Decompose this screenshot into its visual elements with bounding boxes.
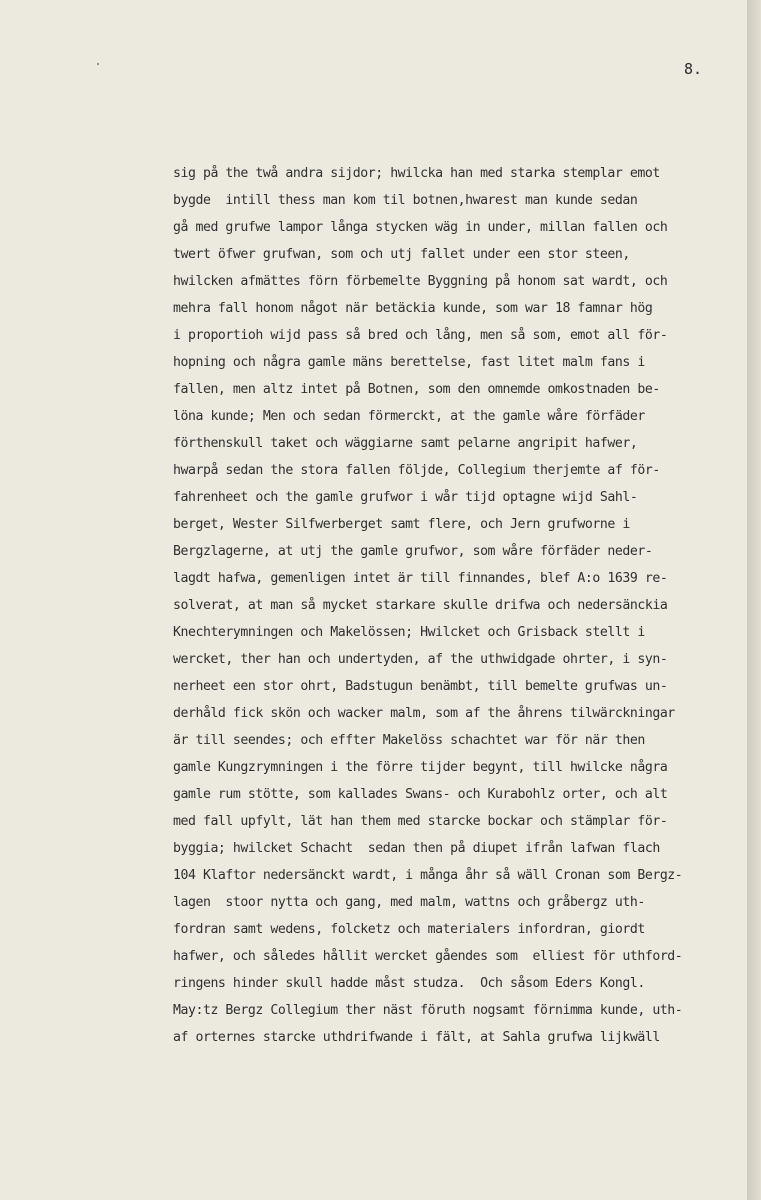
- text-line: löna kunde; Men och sedan förmerckt, at the gamle wåre förfäder: [173, 409, 645, 424]
- text-line: gå med grufwe lampor långa stycken wäg in under, millan fallen och: [173, 220, 668, 235]
- text-line: solverat, at man så mycket starkare skulle drifwa och nedersänckia: [173, 598, 668, 613]
- text-line: hopning och några gamle mäns berettelse, fast litet malm fans i: [173, 355, 645, 370]
- paper-speck: [97, 63, 99, 65]
- text-line: med fall upfylt, lät han them med starcke bockar och stämplar för-: [173, 814, 668, 829]
- text-line: May:tz Bergz Collegium ther näst föruth nogsamt förnimma kunde, uth-: [173, 1003, 683, 1018]
- page-number: 8.: [684, 60, 703, 78]
- text-line: hafwer, och således hållit wercket gåendes som elliest för uthford-: [173, 949, 683, 964]
- text-line: hwarpå sedan the stora fallen följde, Collegium therjemte af för-: [173, 463, 660, 478]
- page-edge: [747, 0, 761, 1200]
- text-line: förthenskull taket och wäggiarne samt pelarne angripit hafwer,: [173, 436, 638, 451]
- text-line: nerheet een stor ohrt, Badstugun benämbt, till bemelte grufwas un-: [173, 679, 668, 694]
- text-line: gamle Kungzrymningen i the förre tijder begynt, till hwilcke några: [173, 760, 668, 775]
- text-line: bygde intill thess man kom til botnen,hwarest man kunde sedan: [173, 193, 638, 208]
- text-line: lagen stoor nytta och gang, med malm, wattns och gråbergz uth-: [173, 895, 645, 910]
- text-line: 104 Klaftor nedersänckt wardt, i många åhr så wäll Cronan som Bergz-: [173, 868, 683, 883]
- text-line: twert öfwer grufwan, som och utj fallet under een stor steen,: [173, 247, 630, 262]
- text-line: fallen, men altz intet på Botnen, som den omnemde omkostnaden be-: [173, 382, 660, 397]
- text-line: ringens hinder skull hadde måst studza. Och såsom Eders Kongl.: [173, 976, 645, 991]
- text-line: är till seendes; och effter Makelöss schachtet war för när then: [173, 733, 645, 748]
- text-line: byggia; hwilcket Schacht sedan then på diupet ifrån lafwan flach: [173, 841, 660, 856]
- text-line: fordran samt wedens, folcketz och materialers infordran, giordt: [173, 922, 645, 937]
- text-line: Knechterymningen och Makelössen; Hwilcket och Grisback stellt i: [173, 625, 645, 640]
- typed-text-body: [173, 160, 682, 1051]
- text-line: hwilcken afmättes förn förbemelte Byggning på honom sat wardt, och: [173, 274, 668, 289]
- text-line: mehra fall honom något när betäckia kunde, som war 18 famnar hög: [173, 301, 653, 316]
- text-line: berget, Wester Silfwerberget samt flere, och Jern grufworne i: [173, 517, 630, 532]
- text-line: wercket, ther han och undertyden, af the uthwidgade ohrter, i syn-: [173, 652, 668, 667]
- text-line: Bergzlagerne, at utj the gamle grufwor, som wåre förfäder neder-: [173, 544, 653, 559]
- text-line: i proportioh wijd pass så bred och lång, men så som, emot all för-: [173, 328, 668, 343]
- text-line: fahrenheet och the gamle grufwor i wår tijd optagne wijd Sahl-: [173, 490, 638, 505]
- text-line: gamle rum stötte, som kallades Swans- och Kurabohlz orter, och alt: [173, 787, 668, 802]
- text-line: derhåld fick skön och wacker malm, som af the åhrens tilwärckningar: [173, 706, 675, 721]
- text-line: sig på the twå andra sijdor; hwilcka han med starka stemplar emot: [173, 166, 660, 181]
- text-line: af orternes starcke uthdrifwande i fält, at Sahla grufwa lijkwäll: [173, 1030, 660, 1045]
- text-line: lagdt hafwa, gemenligen intet är till finnandes, blef A:o 1639 re-: [173, 571, 668, 586]
